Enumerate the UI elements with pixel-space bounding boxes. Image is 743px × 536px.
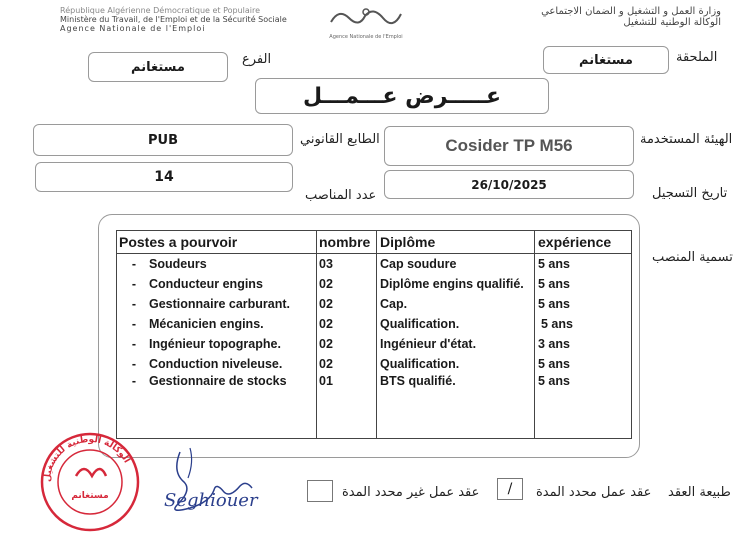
stamp-icon bbox=[34, 432, 146, 532]
permanent-checkbox[interactable] bbox=[307, 480, 333, 502]
contract-nature-label: طبيعة العقد bbox=[668, 485, 731, 500]
header-postes: Postes a pourvoir bbox=[117, 231, 317, 254]
header-experience: expérience bbox=[535, 231, 632, 254]
row-dash: - bbox=[131, 317, 137, 331]
date-label: تاريخ التسجيل bbox=[652, 186, 728, 201]
annex-field bbox=[543, 46, 669, 74]
row-dash: - bbox=[131, 357, 137, 371]
positions-label: عدد المناصب bbox=[305, 188, 377, 203]
offer-title: عـــــرض عـــمـــل bbox=[302, 83, 502, 109]
header-right-line2: الوكالة الوطنية للتشغيل bbox=[623, 17, 721, 28]
date-value: 26/10/2025 bbox=[471, 177, 547, 192]
row-poste: Conducteur engins bbox=[149, 277, 263, 291]
table-row bbox=[117, 254, 632, 275]
branch-field bbox=[88, 52, 228, 82]
legal-value: PUB bbox=[148, 132, 178, 148]
fixed-term-checkbox[interactable] bbox=[497, 478, 523, 500]
row-nombre: 02 bbox=[317, 314, 377, 334]
row-diplome: Diplôme engins qualifié. bbox=[377, 274, 535, 294]
row-dash: - bbox=[131, 337, 137, 351]
row-poste: Gestionnaire carburant. bbox=[149, 297, 291, 311]
offer-title-box bbox=[255, 78, 549, 114]
row-poste: Gestionnaire de stocks bbox=[149, 374, 287, 388]
row-poste: Conduction niveleuse. bbox=[149, 357, 283, 371]
table-row bbox=[117, 294, 632, 314]
fixed-term-label: عقد عمل محدد المدة bbox=[536, 485, 652, 500]
row-experience: 5 ans bbox=[535, 374, 632, 439]
row-poste: Soudeurs bbox=[149, 257, 207, 271]
stamp-center-text: مستغانم bbox=[71, 491, 109, 501]
header-right bbox=[541, 6, 721, 28]
row-dash: - bbox=[131, 374, 137, 388]
row-diplome: Ingénieur d'état. bbox=[377, 334, 535, 354]
row-diplome: BTS qualifié. bbox=[377, 374, 535, 439]
table-header-row bbox=[117, 231, 632, 254]
row-nombre: 02 bbox=[317, 334, 377, 354]
positions-value: 14 bbox=[154, 169, 174, 185]
signature bbox=[150, 442, 260, 522]
employer-field bbox=[384, 126, 634, 166]
row-nombre: 02 bbox=[317, 274, 377, 294]
employer-label: الهيئة المستخدمة bbox=[640, 132, 733, 147]
signature-icon bbox=[150, 442, 260, 522]
table-row bbox=[117, 274, 632, 294]
logo-caption: Agence Nationale de l'Emploi bbox=[329, 34, 403, 40]
row-experience: 5 ans bbox=[535, 294, 632, 314]
annex-label: الملحقة bbox=[676, 50, 718, 65]
permanent-label: عقد عمل غير محدد المدة bbox=[342, 485, 480, 500]
legal-label: الطابع القانوني bbox=[300, 132, 380, 147]
row-nombre: 01 bbox=[317, 374, 377, 439]
table-row bbox=[117, 334, 632, 354]
row-diplome: Cap soudure bbox=[377, 254, 535, 275]
header-diplome: Diplôme bbox=[377, 231, 535, 254]
row-dash: - bbox=[131, 297, 137, 311]
header-right-line1: وزارة العمل و التشغيل و الضمان الاجتماعي bbox=[541, 6, 721, 17]
header-nombre: nombre bbox=[317, 231, 377, 254]
row-experience: 3 ans bbox=[535, 334, 632, 354]
table-row bbox=[117, 354, 632, 374]
positions-field bbox=[35, 162, 293, 192]
agency-logo-icon bbox=[325, 4, 407, 30]
signature-text: Seghiouer bbox=[164, 490, 258, 511]
stamp-ring-text: الوكالة الوطنية للتشغيل bbox=[42, 434, 132, 483]
official-stamp bbox=[34, 432, 146, 532]
row-nombre: 02 bbox=[317, 354, 377, 374]
jobs-table bbox=[116, 230, 632, 439]
header-left-line1: République Algérienne Démocratique et Populaire bbox=[60, 6, 261, 15]
header-left-line3: Agence Nationale de l'Emploi bbox=[60, 24, 206, 33]
agency-logo bbox=[325, 4, 407, 38]
job-title-label: تسمية المنصب bbox=[652, 250, 733, 265]
header-left bbox=[60, 6, 287, 33]
legal-field bbox=[33, 124, 293, 156]
row-experience: 5 ans bbox=[535, 274, 632, 294]
table-row bbox=[117, 374, 632, 439]
employer-value: Cosider TP M56 bbox=[445, 136, 573, 155]
date-field bbox=[384, 170, 634, 199]
row-poste: Ingénieur topographe. bbox=[149, 337, 281, 351]
row-nombre: 02 bbox=[317, 294, 377, 314]
row-experience: 5 ans bbox=[535, 354, 632, 374]
branch-label: الفرع bbox=[242, 52, 272, 67]
row-poste: Mécanicien engins. bbox=[149, 317, 264, 331]
row-dash: - bbox=[131, 277, 137, 291]
row-dash: - bbox=[131, 257, 137, 271]
row-experience: 5 ans bbox=[535, 254, 632, 275]
row-nombre: 03 bbox=[317, 254, 377, 275]
row-diplome: Qualification. bbox=[377, 354, 535, 374]
branch-value: مستغانم bbox=[131, 59, 185, 75]
row-experience: 5 ans bbox=[535, 314, 632, 334]
fixed-term-mark: / bbox=[507, 481, 513, 497]
row-diplome: Cap. bbox=[377, 294, 535, 314]
annex-value: مستغانم bbox=[579, 52, 633, 68]
header-left-line2: Ministère du Travail, de l'Emploi et de la Sécurité Sociale bbox=[60, 15, 287, 24]
row-diplome: Qualification. bbox=[377, 314, 535, 334]
table-row bbox=[117, 314, 632, 334]
